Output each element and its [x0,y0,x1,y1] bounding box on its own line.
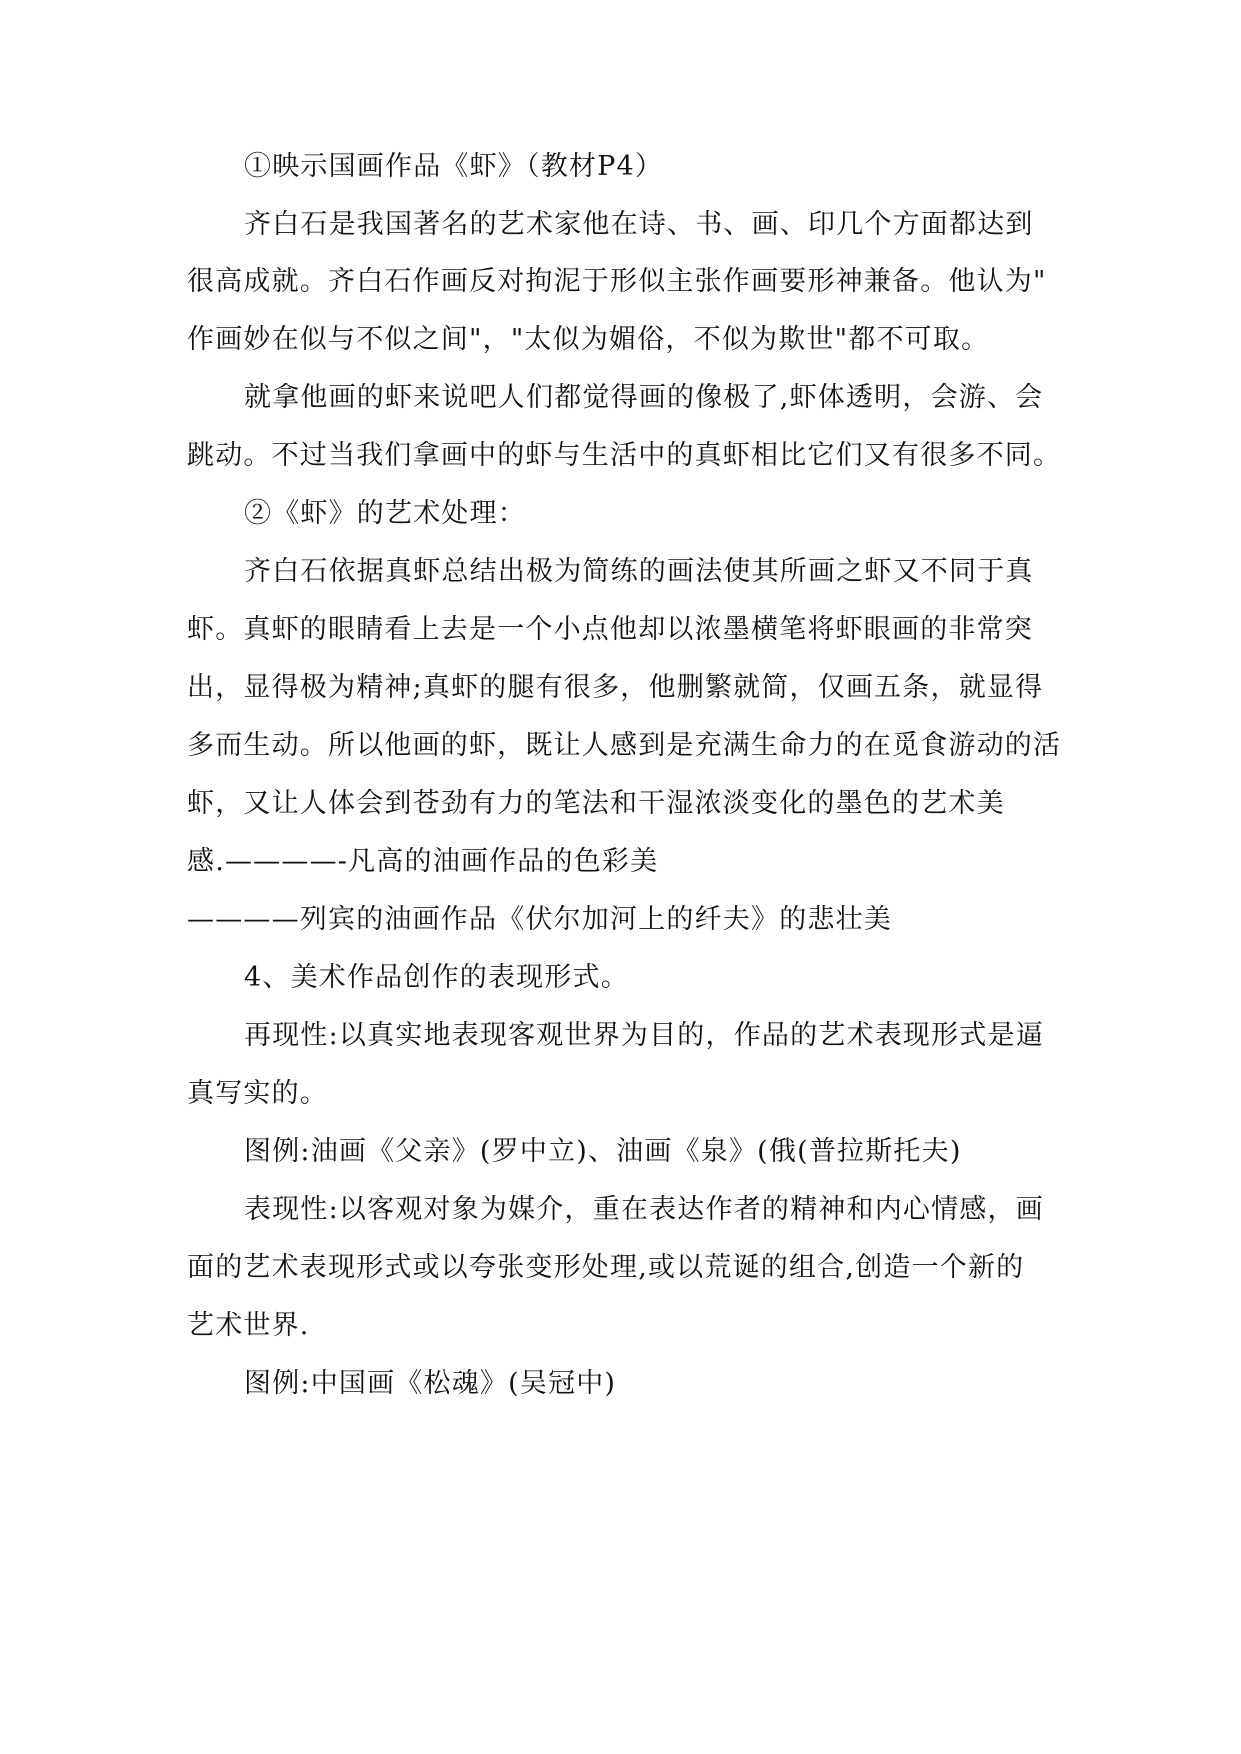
text-line: 齐白石依据真虾总结出极为简练的画法使其所画之虾又不同于真 [244,556,1034,587]
text-line: 面的艺术表现形式或以夸张变形处理,或以荒诞的组合,创造一个新的 [187,1252,1025,1283]
text-line: 4、美术作品创作的表现形式。 [244,962,629,993]
text-line: ②《虾》的艺术处理： [244,498,526,529]
text-line: 表现性:以客观对象为媒介，重在表达作者的精神和内心情感，画 [244,1194,1044,1225]
text-line: 图例:中国画《松魂》(吴冠中) [244,1368,617,1399]
text-line: 再现性:以真实地表现客观世界为目的，作品的艺术表现形式是逼 [244,1020,1044,1051]
text-line: 跳动。不过当我们拿画中的虾与生活中的真虾相比它们又有很多不同。 [187,440,1062,471]
text-line: 就拿他画的虾来说吧人们都觉得画的像极了,虾体透明，会游、会 [244,382,1044,413]
text-line: 作画妙在似与不似之间"，"太似为媚俗，不似为欺世"都不可取。 [187,324,990,355]
text-line: 艺术世界. [187,1310,310,1341]
text-line: 虾。真虾的眼睛看上去是一个小点他却以浓墨横笔将虾眼画的非常突 [187,614,1033,645]
text-line: 图例:油画《父亲》(罗中立)、油画《泉》(俄(普拉斯托夫) [244,1136,962,1167]
text-line: 多而生动。所以他画的虾，既让人感到是充满生命力的在觅食游动的活 [187,730,1062,761]
text-line: 真写实的。 [187,1078,328,1109]
text-line: 齐白石是我国著名的艺术家他在诗、书、画、印几个方面都达到 [244,209,1034,240]
text-line: 出，显得极为精神;真虾的腿有很多，他删繁就简，仅画五条，就显得 [187,672,1044,703]
text-line: 很高成就。齐白石作画反对拘泥于形似主张作画要形神兼备。他认为" [187,266,1047,297]
text-line: 虾，又让人体会到苍劲有力的笔法和干湿浓淡变化的墨色的艺术美 [187,788,1005,819]
text-line: 感.————-凡高的油画作品的色彩美 [187,846,659,877]
text-line: ————列宾的油画作品《伏尔加河上的纤夫》的悲壮美 [187,904,892,935]
text-line: ①映示国画作品《虾》（教材P4） [244,151,664,182]
